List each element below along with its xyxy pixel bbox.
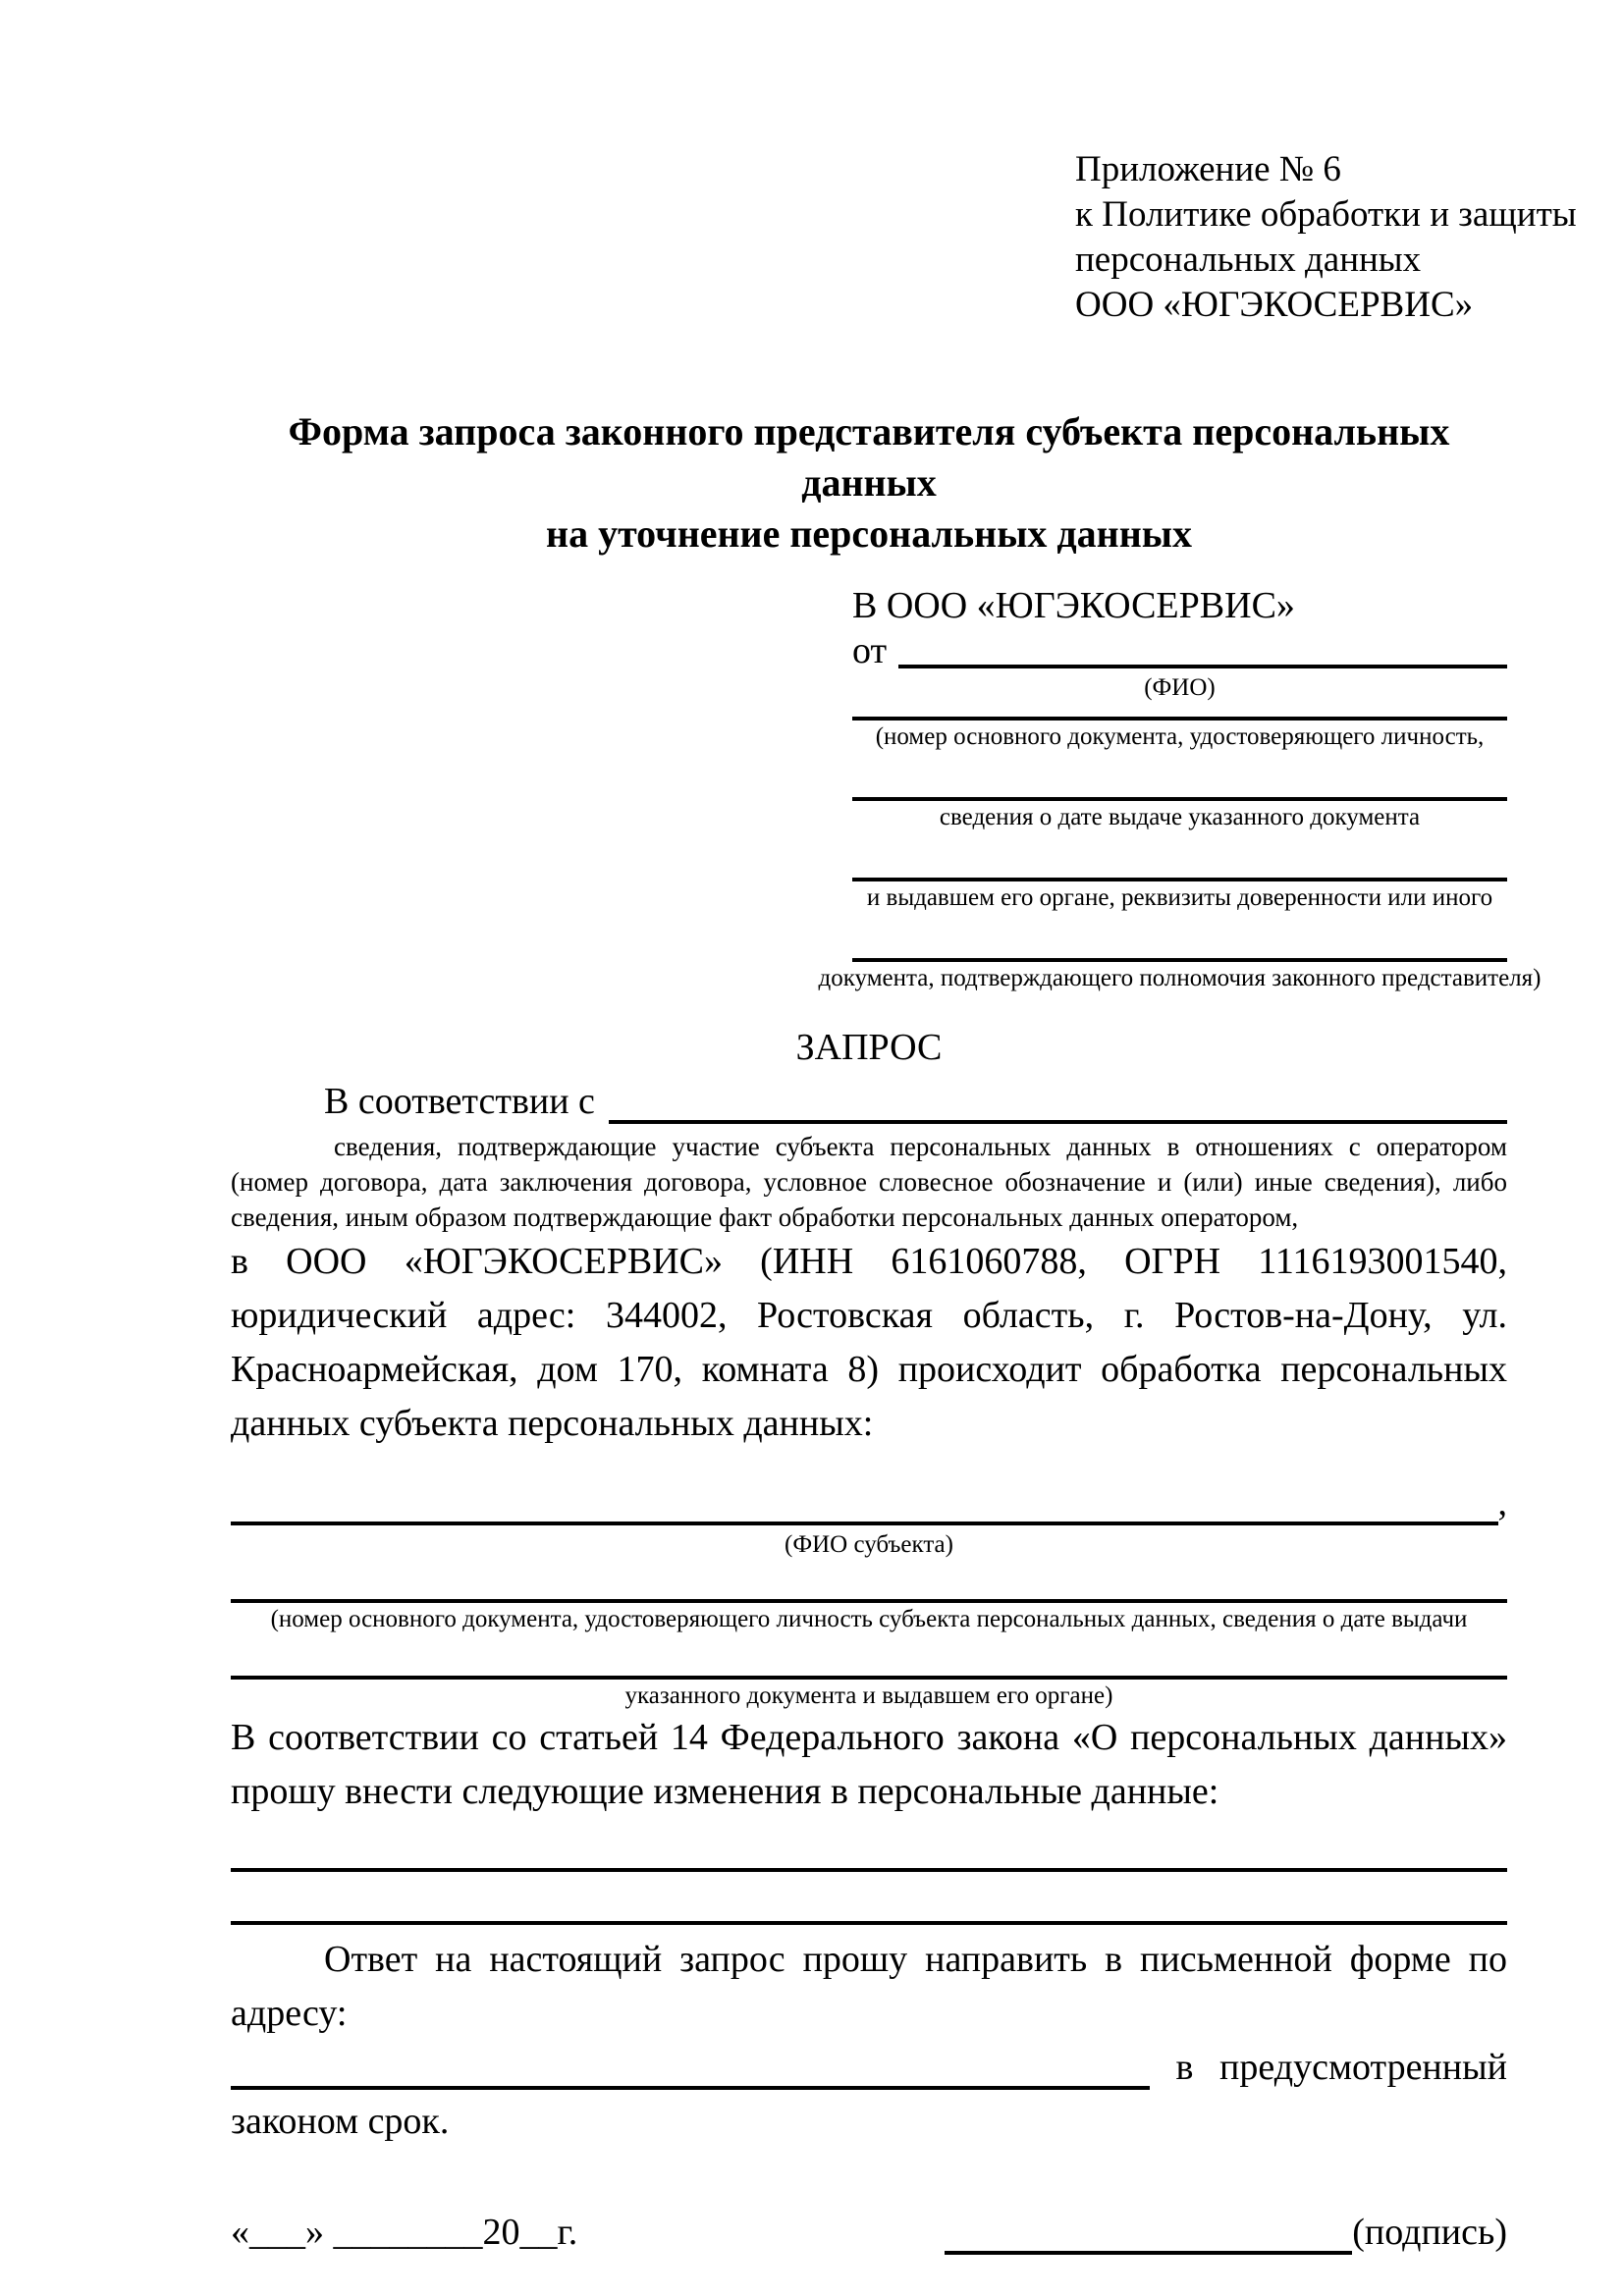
- trailing-comma: ,: [1497, 1482, 1507, 1523]
- appendix-reference-line: Приложение № 6: [1075, 149, 1341, 189]
- reply-address-blank: [231, 2086, 1150, 2090]
- reply-word-predusmotrenny: предусмотренный: [1219, 2047, 1507, 2088]
- doc-caption-1: [852, 722, 1507, 752]
- addressee-to: В ООО «ЮГЭКОСЕРВИС»: [852, 585, 1295, 626]
- reply-word-v: в: [1175, 2047, 1194, 2088]
- request-heading: ЗАПРОС: [795, 1027, 943, 1068]
- subject-doc-caption-1-text: (номер основного документа, удостоверяющего личность субъекта персональных данных, сведения о дате выдачи: [270, 1606, 1468, 1632]
- doc-caption-2: [852, 803, 1507, 832]
- from-label: от: [852, 630, 888, 671]
- doc-caption-2-text: сведения о дате выдаче указанного документа: [939, 804, 1421, 830]
- from-row: [852, 628, 1507, 673]
- reply-address-row: [231, 2041, 1507, 2095]
- operator-paragraph: в ООО «ЮГЭКОСЕРВИС» (ИНН 6161060788, ОГРН 1116193001540, юридический адрес: 344002, Ростовская область, г. Ростов-на-Дону, ул. Красноармейская, дом 170, комната 8) происходит обработка персональных данных субъекта персональных данных:: [231, 1241, 1507, 1444]
- doc-blank-1: [852, 717, 1507, 721]
- doc-blank-3: [852, 878, 1507, 881]
- intro-row: [231, 1075, 1507, 1129]
- doc-blank-4: [852, 958, 1507, 962]
- intro-blank: [609, 1075, 1507, 1124]
- subject-fio-caption: [231, 1530, 1507, 1560]
- reply-tail: законом срок.: [231, 2101, 450, 2142]
- appendix-reference-line: персональных данных: [1075, 240, 1422, 280]
- appendix-reference-line: к Политике обработки и защиты: [1075, 194, 1577, 235]
- signature-blank: [945, 2251, 1352, 2255]
- reply-paragraph: Ответ на настоящий запрос прошу направить в письменной форме по адресу:: [231, 1939, 1507, 2034]
- form-title: [231, 406, 1507, 560]
- subject-doc-caption-2-text: указанного документа и выдавшем его органе): [624, 1682, 1113, 1709]
- doc-blank-2: [852, 797, 1507, 801]
- subject-fio-blank: [231, 1476, 1498, 1525]
- date-blank: «___» ________20__г.: [231, 2212, 578, 2253]
- law-paragraph: В соответствии со статьей 14 Федерального закона «О персональных данных» прошу внести следующие изменения в персональные данные:: [231, 1717, 1507, 1812]
- doc-caption-3-text: и выдавшем его органе, реквизиты доверенности или иного: [866, 884, 1493, 911]
- fio-caption: [852, 673, 1507, 703]
- subject-fio-row: [231, 1476, 1507, 1530]
- subject-doc-blank-1: [231, 1599, 1507, 1603]
- doc-caption-1-text: (номер основного документа, удостоверяющего личность,: [875, 723, 1485, 750]
- signature-area: [945, 2206, 1507, 2260]
- form-title-line-1: Форма запроса законного представителя субъекта персональных данных: [288, 409, 1450, 505]
- subject-doc-blank-2: [231, 1676, 1507, 1680]
- appendix-reference-line: ООО «ЮГЭКОСЕРВИС»: [1075, 285, 1474, 325]
- addressee-block: [818, 583, 1542, 993]
- from-name-blank: [898, 628, 1507, 668]
- changes-blank-1: [231, 1868, 1507, 1872]
- subject-doc-caption-2: [231, 1682, 1507, 1711]
- form-title-line-2: на уточнение персональных данных: [546, 511, 1192, 556]
- signature-caption: (подпись): [1352, 2212, 1507, 2253]
- footnote-text: сведения, подтверждающие участие субъекта персональных данных в отношениях с оператором (номер договора, дата заключения договора, условное словесное обозначение и (или) иные сведения), либо сведения, иным образом подтверждающие факт обработки персональных данных оператором,: [231, 1132, 1507, 1232]
- doc-caption-4-text: документа, подтверждающего полномочия законного представителя): [818, 965, 1542, 991]
- subject-fio-caption-text: (ФИО субъекта): [785, 1531, 953, 1558]
- fio-caption-text: (ФИО): [1144, 674, 1216, 701]
- changes-blank-2: [231, 1921, 1507, 1925]
- doc-caption-4: [818, 964, 1542, 993]
- date-signature-row: [231, 2206, 1507, 2260]
- intro-label: В соответствии с: [324, 1081, 595, 1122]
- doc-caption-3: [852, 883, 1507, 913]
- appendix-reference: [1075, 147, 1577, 328]
- subject-doc-caption-1: [231, 1605, 1507, 1634]
